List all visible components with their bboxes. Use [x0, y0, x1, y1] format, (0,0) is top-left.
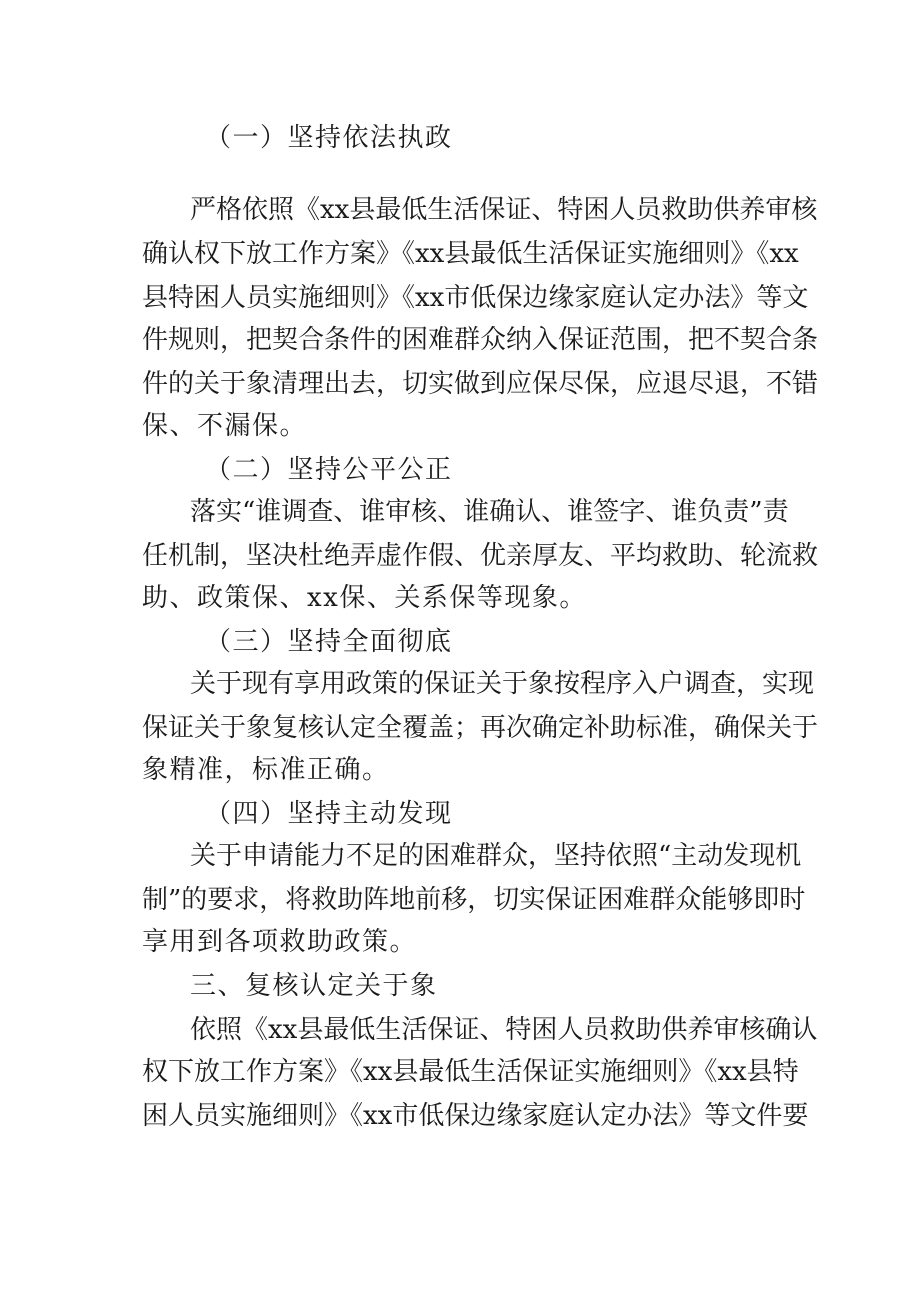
- paragraph-line: 享用到各项救助政策。: [142, 927, 418, 957]
- section-heading-1: （一）坚持依法执政: [205, 123, 453, 153]
- paragraph-line: 确认权下放工作方案》《xx县最低生活保证实施细则》《xx: [142, 239, 799, 269]
- paragraph-line: 件的关于象清理出去，切实做到应保尽保，应退尽退，不错: [142, 369, 819, 399]
- paragraph-line: 保证关于象复核认定全覆盖；再次确定补助标准，确保关于: [142, 713, 819, 743]
- section-heading-2: （二）坚持公平公正: [205, 455, 453, 485]
- paragraph-line: 落实“谁调查、谁审核、谁确认、谁签字、谁负责”责: [190, 497, 789, 527]
- paragraph-line: 制”的要求，将救助阵地前移，切实保证困难群众能够即时: [142, 885, 806, 915]
- paragraph-line: 县特困人员实施细则》《xx市低保边缘家庭认定办法》等文: [142, 283, 809, 313]
- section-heading-4: （四）坚持主动发现: [205, 799, 453, 829]
- paragraph-line: 严格依照《xx县最低生活保证、特困人员救助供养审核: [190, 195, 818, 225]
- paragraph-line: 依照《xx县最低生活保证、特困人员救助供养审核确认: [190, 1015, 818, 1045]
- paragraph-line: 件规则，把契合条件的困难群众纳入保证范围，把不契合条: [142, 325, 819, 355]
- paragraph-line: 关于申请能力不足的困难群众，坚持依照“主动发现机: [190, 841, 802, 871]
- paragraph-line: 关于现有享用政策的保证关于象按程序入户调查，实现: [190, 669, 815, 699]
- section-heading-5: 三、复核认定关于象: [190, 971, 438, 1001]
- paragraph-line: 保、不漏保。: [142, 411, 308, 441]
- paragraph-line: 象精准，标准正确。: [142, 755, 390, 785]
- paragraph-line: 困人员实施细则》《xx市低保边缘家庭认定办法》等文件要: [142, 1101, 809, 1131]
- section-heading-3: （三）坚持全面彻底: [205, 627, 453, 657]
- paragraph-line: 助、政策保、xx保、关系保等现象。: [142, 583, 587, 613]
- paragraph-line: 任机制，坚决杜绝弄虚作假、优亲厚友、平均救助、轮流救: [142, 541, 819, 571]
- paragraph-line: 权下放工作方案》《xx县最低生活保证实施细则》《xx县特: [142, 1057, 799, 1087]
